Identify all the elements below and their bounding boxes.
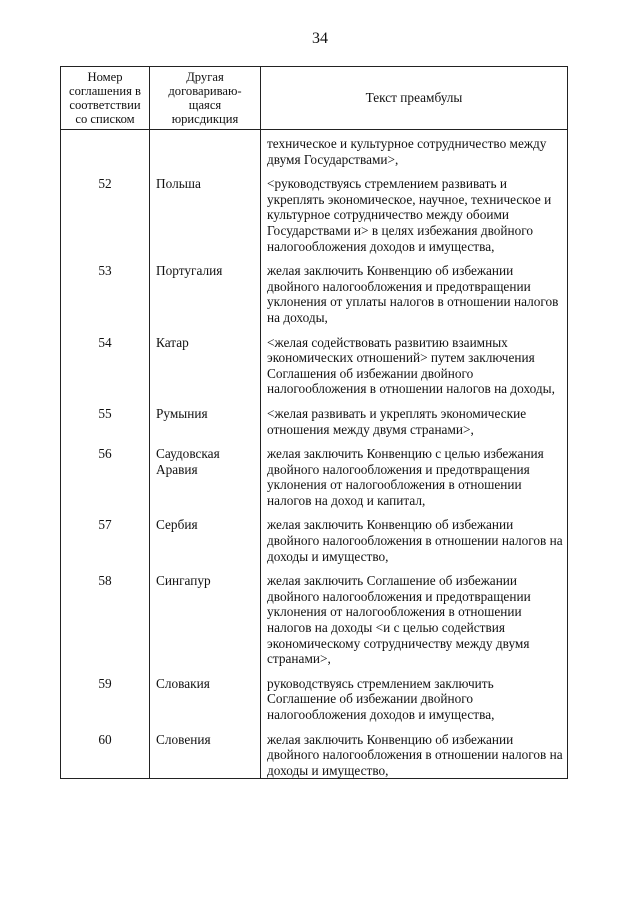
agreement-number: 59 (61, 676, 150, 723)
agreement-number: 54 (61, 335, 150, 397)
row-spacer (61, 326, 568, 335)
jurisdiction-name: Катар (150, 335, 261, 397)
row-spacer (61, 564, 568, 573)
row-spacer (61, 167, 568, 176)
preamble-text: <желая развивать и укреплять экономические отношения между двумя странами>, (261, 406, 568, 437)
preamble-text: <руководствуясь стремлением развивать и укреплять экономическое, научное, техническое и культурное сотрудничество между обоими Государствами и> в целях избежания двойного налогообложения доходов и имущества, (261, 176, 568, 254)
agreement-number: 56 (61, 446, 150, 508)
table-row (61, 176, 568, 254)
row-spacer (61, 723, 568, 732)
table-row (61, 335, 568, 397)
header-jurisdiction: Другая договариваю-щаяся юрисдикция (150, 67, 261, 130)
preamble-text: руководствуясь стремлением заключить Соглашение об избежании двойного налогообложения доходов и имущества, (261, 676, 568, 723)
agreement-number: 60 (61, 732, 150, 779)
table-row (61, 676, 568, 723)
jurisdiction-name: Сингапур (150, 573, 261, 667)
row-spacer (61, 508, 568, 517)
row-spacer (61, 667, 568, 676)
row-spacer (61, 254, 568, 263)
continuation-row (61, 130, 568, 168)
jurisdiction-name: Португалия (150, 263, 261, 325)
jurisdiction-name: Румыния (150, 406, 261, 437)
preamble-text: желая заключить Конвенцию с целью избежания двойного налогообложения и предотвращения уклонения от налогообложения в отношении налогов на доход и капитал, (261, 446, 568, 508)
table-row (61, 406, 568, 437)
agreement-number: 55 (61, 406, 150, 437)
agreement-number: 52 (61, 176, 150, 254)
preamble-text: желая заключить Конвенцию об избежании двойного налогообложения и предотвращении уклонения от уплаты налогов в отношении налогов на доходы, (261, 263, 568, 325)
table-row (61, 573, 568, 667)
table-row (61, 263, 568, 325)
preamble-text: желая заключить Конвенцию об избежании двойного налогообложения в отношении налогов на доходы и имущество, (261, 732, 568, 779)
jurisdiction-name: Саудовская Аравия (150, 446, 261, 508)
jurisdiction-name: Сербия (150, 517, 261, 564)
jurisdiction-name: Польша (150, 176, 261, 254)
agreement-number: 57 (61, 517, 150, 564)
continuation-text: техническое и культурное сотрудничество между двумя Государствами>, (261, 130, 568, 168)
table-row (61, 732, 568, 779)
row-spacer (61, 397, 568, 406)
agreement-number: 53 (61, 263, 150, 325)
header-preamble-text: Текст преамбулы (261, 67, 568, 130)
jurisdiction-name: Словакия (150, 676, 261, 723)
agreement-number: 58 (61, 573, 150, 667)
row-spacer (61, 437, 568, 446)
preamble-text: желая заключить Конвенцию об избежании двойного налогообложения в отношении налогов на доходы и имущество, (261, 517, 568, 564)
jurisdiction-name: Словения (150, 732, 261, 779)
preamble-table (60, 66, 568, 779)
preamble-text: желая заключить Соглашение об избежании двойного налогообложения и предотвращении уклонения от налогообложения в отношении налогов на доходы <и с целью содействия экономическому сотрудничеству между двумя странами>, (261, 573, 568, 667)
preamble-text: <желая содействовать развитию взаимных экономических отношений> путем заключения Соглашения об избежании двойного налогообложения в отношении налогов на доходы, (261, 335, 568, 397)
header-agreement-number: Номер соглашения в соответствии со списком (61, 67, 150, 130)
table-header-row (61, 67, 568, 130)
table-row (61, 446, 568, 508)
table-row (61, 517, 568, 564)
page-number: 34 (312, 30, 328, 47)
